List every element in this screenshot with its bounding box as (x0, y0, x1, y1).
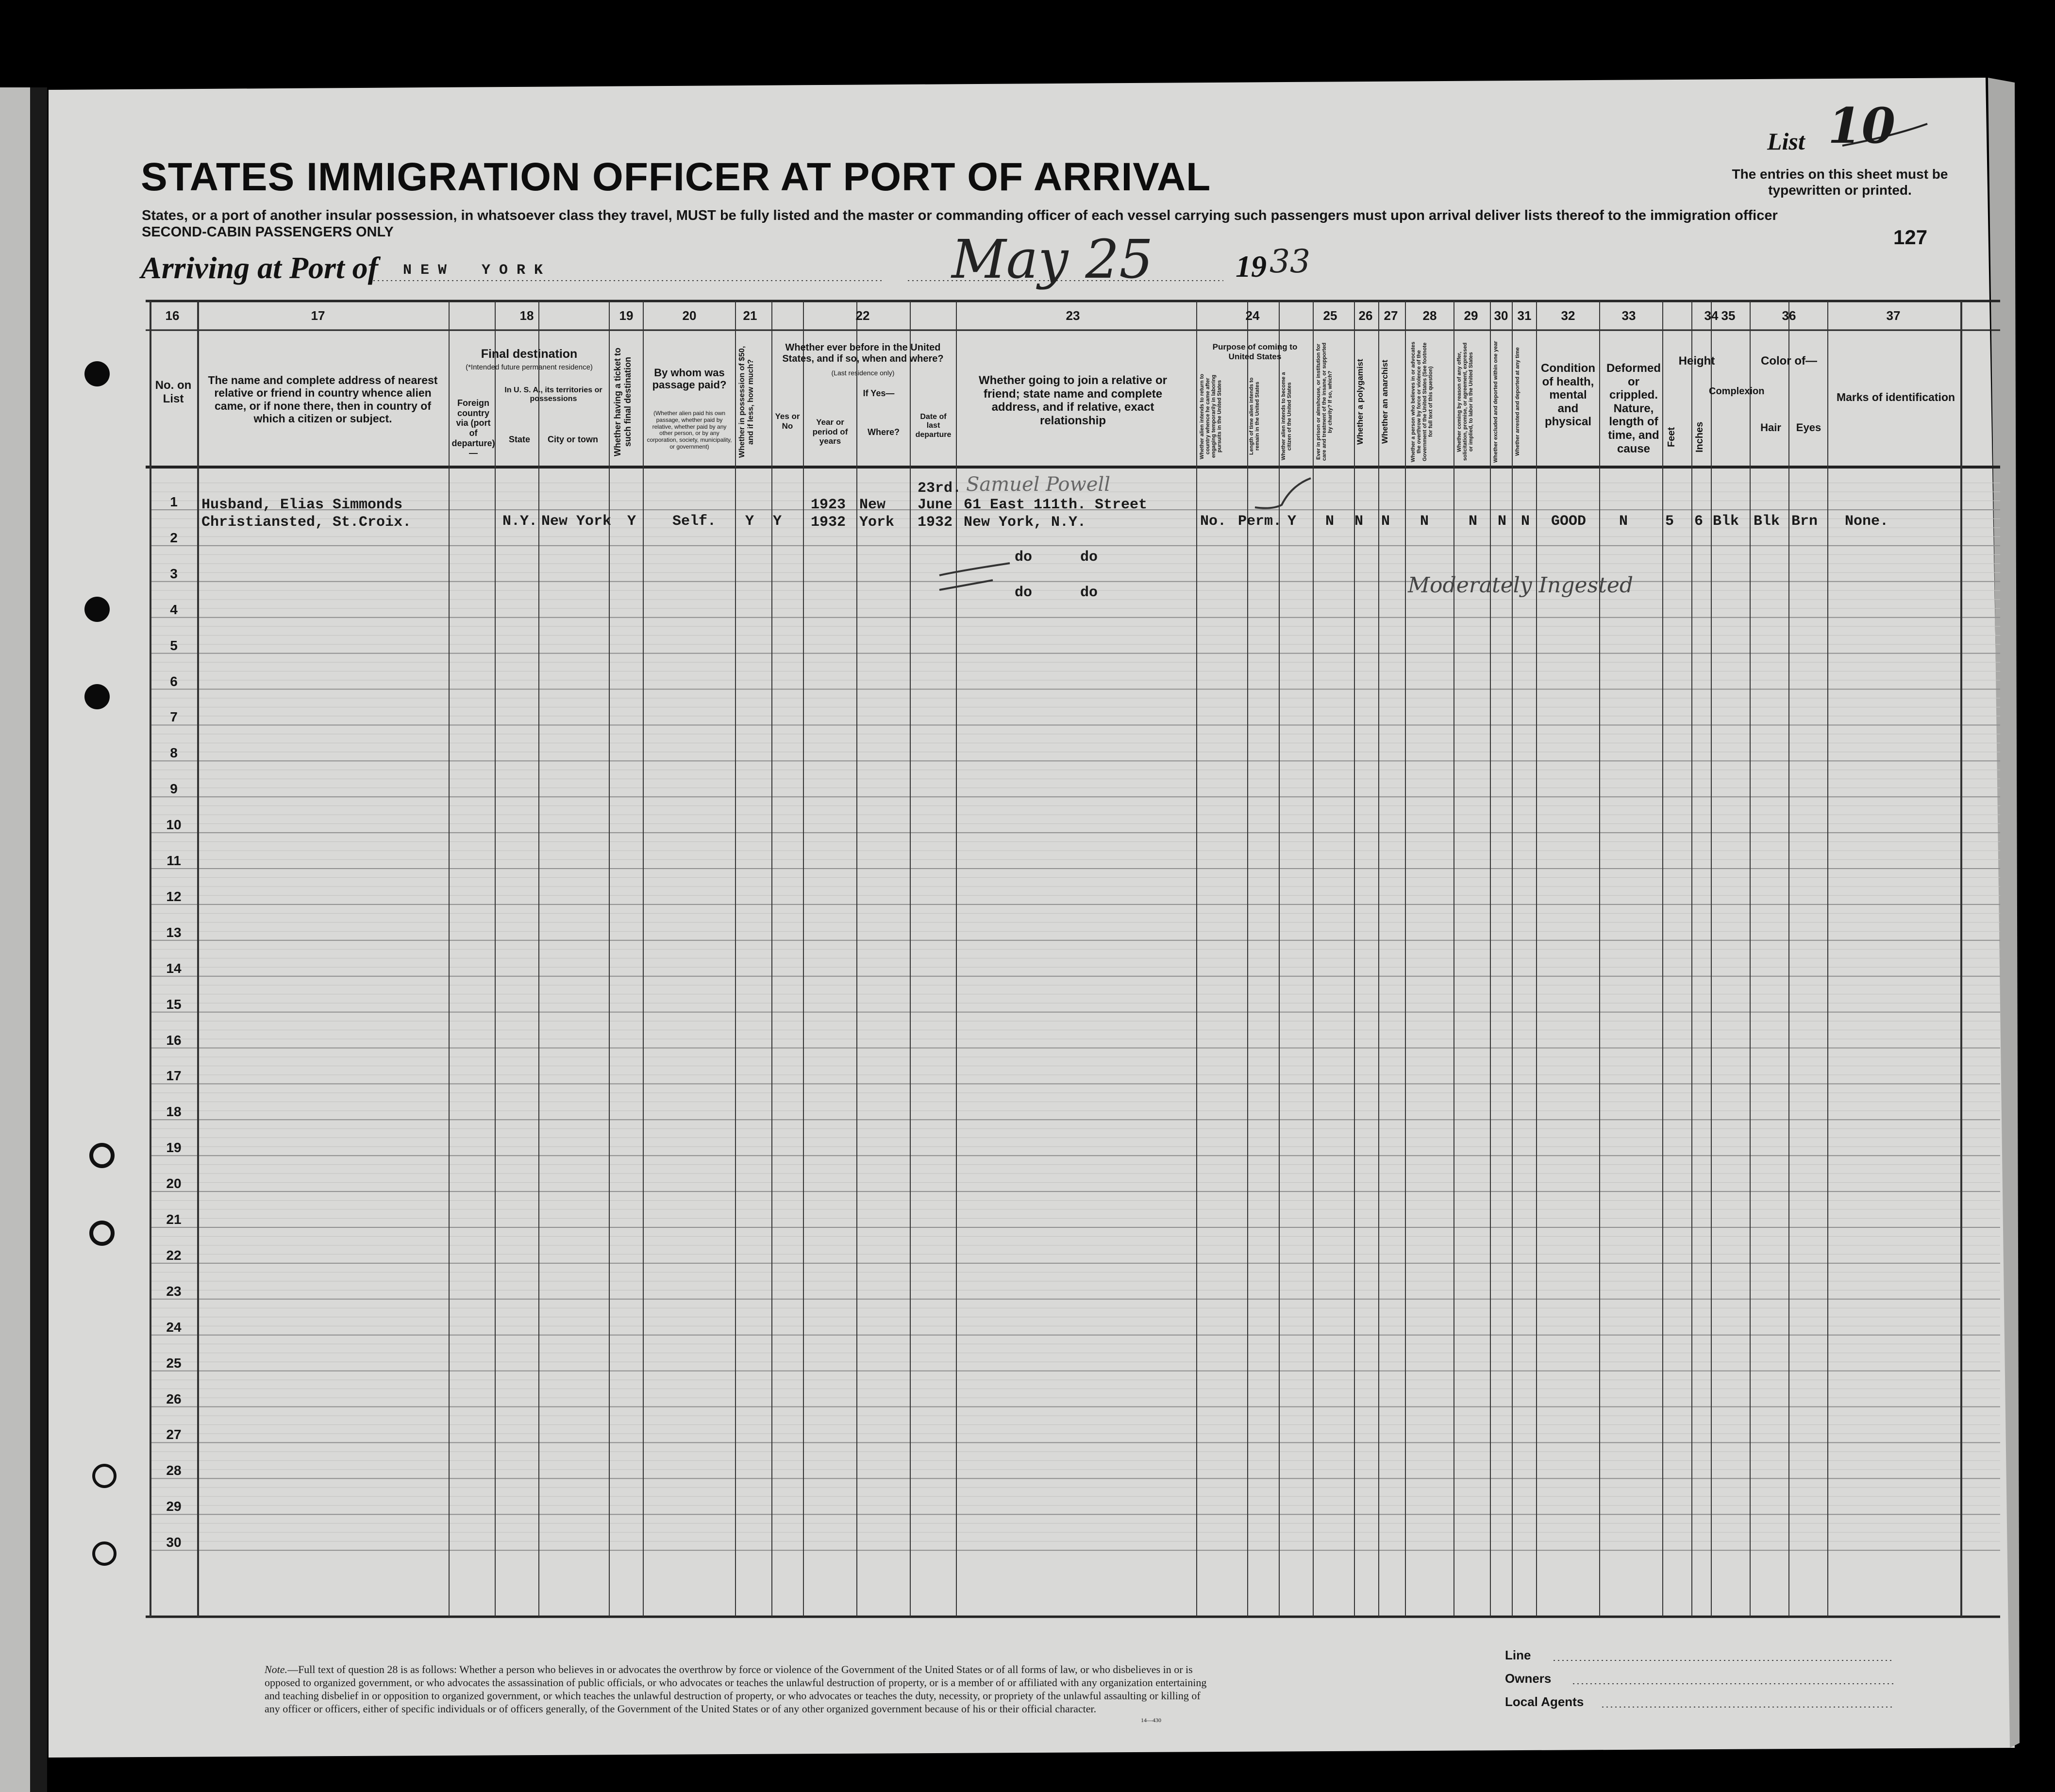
row1-city: New York (541, 513, 612, 530)
row-number: 16 (166, 1032, 182, 1048)
row1-relative-line1: Husband, Elias Simmonds (201, 497, 403, 513)
header-state: State (508, 435, 530, 444)
row-number: 21 (166, 1212, 182, 1227)
header-complexion: Complexion (1709, 386, 1765, 397)
row-number: 6 (170, 673, 178, 689)
row-number: 29 (166, 1499, 182, 1514)
header-eyes: Eyes (1796, 421, 1821, 434)
line-label: Line (1505, 1648, 1531, 1662)
row1-relative-line2: Christiansted, St.Croix. (201, 514, 412, 531)
row-number: 11 (167, 853, 181, 868)
header-q30: Whether excluded and deported within one year (1493, 341, 1499, 463)
header-height: Height (1678, 354, 1715, 368)
column-number: 35 (1721, 308, 1736, 323)
header-city: City or town (548, 435, 598, 444)
header-health: Condition of health, mental and physical (1541, 362, 1595, 429)
row-number: 2 (170, 530, 178, 545)
row-number: 26 (166, 1391, 182, 1407)
row1-hair: Blk (1754, 513, 1780, 530)
header-inches: Inches (1694, 421, 1705, 452)
class-line: SECOND-CABIN PASSENGERS ONLY (142, 224, 394, 240)
header-purpose-length: Length of time alien intends to remain in the United States (1249, 377, 1260, 455)
column-number: 29 (1464, 308, 1478, 323)
header-purpose-return: Whether alien intends to return to country whence he came after engaging temporarily in laboring pursuits in the United States (1199, 373, 1222, 459)
header-if-yes: If Yes— (863, 388, 895, 398)
arriving-label: Arriving at Port of (141, 251, 378, 285)
binding-shadow (30, 87, 47, 1792)
header-departure: Date of last departure (915, 413, 952, 439)
row1-purpose-length: Perm. (1238, 513, 1282, 530)
row2-joining-ditto-2: do (1080, 549, 1098, 566)
row-number: 7 (170, 709, 178, 725)
column-number: 26 (1358, 308, 1373, 323)
row-number: 13 (166, 924, 182, 940)
sheet-number: 127 (1893, 226, 1928, 249)
row1-departure-line2: June (918, 497, 953, 513)
column-number: 16 (165, 308, 180, 323)
column-number: 25 (1323, 308, 1337, 323)
row3-annotation: Moderately Ingested (1408, 573, 1634, 598)
row1-ticket: Y (627, 513, 636, 530)
column-number: 33 (1621, 308, 1636, 323)
column-number: 24 (1245, 308, 1260, 323)
local-agents-label: Local Agents (1505, 1694, 1584, 1709)
row1-complexion: Blk (1713, 513, 1739, 530)
header-yes-no: Yes or No (775, 412, 800, 431)
header-color-of: Color of— (1761, 354, 1817, 368)
column-number: 30 (1494, 308, 1508, 323)
port-name: N E W Y O R K (403, 262, 543, 279)
row-number: 5 (170, 637, 178, 653)
row1-period-line1: 1923 (811, 497, 846, 513)
row1-period-line2: 1932 (811, 514, 846, 531)
row-number: 12 (166, 888, 182, 904)
row-number: 30 (166, 1535, 182, 1550)
owners-label: Owners (1505, 1671, 1552, 1686)
header-no-on-list: No. on List (155, 379, 192, 405)
header-feet: Feet (1666, 427, 1677, 447)
row3-joining-ditto-2: do (1080, 585, 1098, 601)
column-number: 36 (1782, 308, 1796, 323)
form-number: 14—430 (1141, 1717, 1161, 1724)
row-number: 23 (166, 1283, 182, 1299)
year-prefix: 19 (1236, 249, 1267, 284)
row-number: 27 (166, 1427, 182, 1442)
row-number: 14 (166, 960, 182, 976)
row-number: 28 (166, 1463, 182, 1478)
header-q29: Whether coming by reason of any offer, solicitation, promise, or agreement, expressed or implied, to labor in the United States (1456, 342, 1474, 461)
row1-marks: None. (1845, 513, 1889, 530)
column-number: 27 (1384, 308, 1398, 323)
header-foreign-country: Foreign country via (port of departure)— (451, 398, 495, 458)
column-number: 21 (743, 308, 757, 323)
row1-q29: N (1469, 513, 1478, 530)
row1-q30: N (1498, 513, 1507, 530)
list-number: 10 (1828, 97, 1896, 154)
row1-anarchist: N (1381, 513, 1390, 530)
footnote-label: Note. (265, 1663, 288, 1675)
column-number: 23 (1066, 308, 1080, 323)
year-suffix: 33 (1270, 243, 1310, 280)
row-number: 1 (170, 494, 178, 509)
header-marks: Marks of identification (1836, 391, 1955, 403)
row-number: 24 (166, 1319, 182, 1335)
column-number: 22 (855, 308, 870, 323)
footnote-text: —Full text of question 28 is as follows: Whether a person who believes in or advocates the overthrow by force or violence of the Government of the United States or of all forms of law, or who disbelieves in or is opposed to organized government, or who advocates the assassination of public officials, or who advocates or teaches the unlawful destruction of property, or is a member of or affiliated with any organization entertaining and teaching disbelief in or opposition to organized government, or which teaches the unlawful destruction of property, or who advocates or teaches the duty, necessity, or propriety of the unlawful assaulting or killing of any officer or officers, either of specific individuals or of officers generally, of the Government of the United States or of any other organized government because of his or their official character. (265, 1663, 1207, 1715)
row-number: 8 (170, 745, 178, 761)
row1-feet: 5 (1665, 513, 1674, 530)
row1-departure-line3: 1932 (918, 514, 953, 531)
column-number: 34 (1704, 308, 1719, 323)
row1-deformed: N (1619, 513, 1628, 530)
header-passage-note: (Whether alien paid his own passage, whether paid by relative, whether paid by any other person, or by any corporation, society, municipality, or government) (647, 410, 732, 450)
row1-passage: Self. (672, 513, 717, 530)
header-purpose: Purpose of coming to United States (1212, 342, 1298, 361)
header-prison: Ever in prison or almshouse, or institution for care and treatment of the insane, or supported by charity? If so, which? (1316, 342, 1333, 461)
row1-q28: N (1420, 513, 1429, 530)
footnote (265, 1663, 1211, 1715)
header-where: Where? (867, 427, 900, 437)
row1-inches: 6 (1694, 513, 1704, 530)
row-number: 19 (166, 1140, 182, 1156)
column-number: 32 (1561, 308, 1575, 323)
column-number: 18 (519, 308, 534, 323)
row-number: 9 (170, 781, 178, 797)
row1-money: Y (745, 513, 754, 530)
column-number: 20 (682, 308, 697, 323)
header-relative: The name and complete address of nearest relative or friend in country whence alien came, or if none there, then in country of which a citizen or subject. (208, 374, 438, 425)
row-number: 25 (166, 1355, 182, 1371)
row1-polygamist: N (1354, 513, 1364, 530)
row1-q31: N (1521, 513, 1530, 530)
row1-joining-line1: 61 East 111th. Street (964, 497, 1148, 513)
form-subtitle: States, or a port of another insular possession, in whatsoever class they travel, MUST be fully listed and the master or commanding officer of each vessel carrying such passengers must upon arrival deliver lists thereof to the immigration officer (142, 208, 1778, 223)
header-deformed: Deformed or crippled. Nature, length of time, and cause (1606, 362, 1661, 455)
header-purpose-citizen: Whether alien intends to become a citizen of the United States (1281, 372, 1292, 461)
header-joining: Whether going to join a relative or friend; state name and complete address, and if relative, exact relationship (978, 374, 1168, 427)
row-number: 22 (166, 1247, 182, 1263)
header-in-usa: In U. S. A., its territories or possessions (504, 386, 602, 403)
header-q31: Whether arrested and deported at any time (1515, 347, 1520, 456)
row-number: 17 (166, 1068, 182, 1084)
row1-departure-line1: 23rd. (918, 480, 962, 497)
header-anarchist: Whether an anarchist (1380, 360, 1389, 444)
row-number: 20 (166, 1176, 182, 1191)
row1-health: GOOD (1551, 513, 1587, 530)
header-q28: Whether a person who believes in or advocates the overthrow by force or violence of the Government of the United States (See footnote for full text of this question) (1410, 341, 1434, 462)
typewritten-notice: The entries on this sheet must be typewritten or printed. (1732, 167, 1948, 198)
column-number: 19 (619, 308, 634, 323)
row1-eyes: Brn (1791, 513, 1818, 530)
row1-purpose-return: No. (1200, 513, 1227, 530)
header-before: Whether ever before in the United States, and if so, when and where? (782, 342, 944, 364)
row1-before: Y (773, 513, 782, 530)
column-number: 17 (311, 308, 325, 323)
row1-prison: N (1325, 513, 1335, 530)
header-money: Whether in possession of $50, and if less, how much? (738, 346, 755, 458)
list-label: List (1767, 128, 1805, 155)
row1-state: N.Y. (502, 513, 538, 530)
header-period: Year or period of years (812, 418, 848, 446)
row-number: 3 (170, 566, 178, 581)
row-number: 18 (166, 1104, 182, 1120)
header-ticket: Whether having a ticket to such final destination (613, 347, 633, 456)
handwritten-date: May 25 (952, 228, 1153, 290)
row-number: 4 (170, 602, 178, 617)
header-polygamist: Whether a polygamist (1355, 359, 1365, 445)
header-passage: By whom was passage paid? (652, 367, 727, 391)
form-title: STATES IMMIGRATION OFFICER AT PORT OF ARRIVAL (141, 155, 1211, 199)
row1-joining-line2: New York, N.Y. (964, 514, 1086, 531)
column-number: 37 (1886, 308, 1901, 323)
row1-joining-handwritten: Samuel Powell (966, 473, 1110, 496)
row3-joining-ditto-1: do (1015, 585, 1033, 601)
header-hair: Hair (1760, 421, 1781, 434)
header-final-destination: Final destination (481, 347, 578, 361)
row1-where-line1: New (859, 497, 886, 513)
row2-joining-ditto-1: do (1015, 549, 1033, 566)
header-final-destination-note: (*Intended future permanent residence) (466, 363, 593, 371)
row-number: 10 (166, 817, 182, 833)
row1-purpose-citizen: Y (1287, 513, 1297, 530)
column-number: 31 (1517, 308, 1532, 323)
row1-where-line2: York (859, 514, 895, 531)
column-number: 28 (1422, 308, 1437, 323)
header-before-note: (Last residence only) (831, 369, 895, 377)
row-number: 15 (166, 996, 182, 1012)
